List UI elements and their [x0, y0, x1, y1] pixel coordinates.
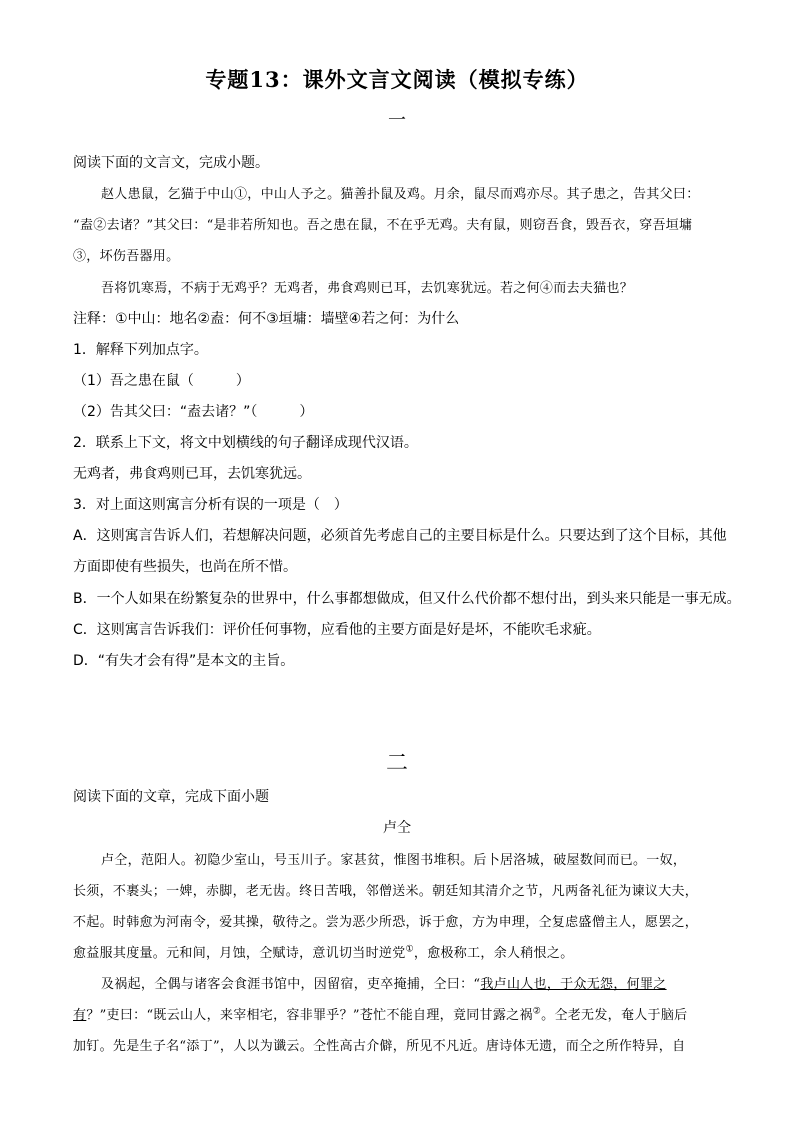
- article-p1-line-1: 卢仝，范阳人。初隐少室山，号玉川子。家甚贫，惟图书堆积。后卜居洛城，破屋数间而已。一奴，: [101, 853, 687, 868]
- article-p2-line-1: 及祸起，仝偶与诸客会食涯书馆中，因留宿，吏卒掩捕，仝曰：“我卢山人也，于众无怨，何罪之: [101, 977, 667, 992]
- option-b: B．一个人如果在纷繁复杂的世界中，什么事都想做成，但又什么代价都不想付出，到头来只能是一事无成。: [73, 591, 741, 607]
- question-3: 3．对上面这则寓言分析有误的一项是（ ）: [73, 497, 348, 513]
- question-2-sentence: 无鸡者，弗食鸡则已耳，去饥寒犹远。: [73, 466, 311, 482]
- footnote-marker-1: ①: [405, 944, 414, 955]
- passage-line-4: 吾将饥寒焉，不病于无鸡乎？无鸡者，弗食鸡则已耳，去饥寒犹远。若之何④而去夫猫也？: [101, 281, 634, 296]
- article-p1-line-4: 愈益服其度量。元和间，月蚀，仝赋诗，意讥切当时逆党①，愈极称工，余人稍恨之。: [73, 944, 574, 961]
- section-1-number: 一: [388, 110, 406, 131]
- notes: 注释：①中山：地名②盍：何不③垣墉：墙壁④若之何：为什么: [73, 311, 460, 327]
- option-a-line-2: 方面即使有些损失，也尚在所不惜。: [73, 559, 297, 575]
- article-p1-line-2: 长须，不裹头；一婢，赤脚，老无齿。终日苦哦，邻僧送米。朝廷知其清介之节，凡两备礼征为谏议大夫，: [73, 884, 699, 899]
- option-c: C．这则寓言告诉我们：评价任何事物，应看他的主要方面是好是坏，不能吹毛求疵。: [73, 622, 601, 638]
- page-title: 专题13：课外文言文阅读（模拟专练）: [205, 67, 589, 92]
- passage-line-1: 赵人患鼠，乞猫于中山①，中山人予之。猫善扑鼠及鸡。月余，鼠尽而鸡亦尽。其子患之，告其父曰：: [101, 187, 700, 202]
- option-a-line-1: A．这则寓言告诉人们，若想解决问题，必须首先考虑自己的主要目标是什么。只要达到了这个目标，其他: [73, 528, 727, 544]
- question-1b: （2）告其父曰：“盍去诸？”（ ）: [73, 404, 314, 420]
- article-heading: 卢仝: [383, 820, 411, 836]
- question-2: 2．联系上下文，将文中划横线的句子翻译成现代汉语。: [73, 435, 418, 451]
- question-1a: （1）吾之患在鼠（ ）: [73, 373, 250, 389]
- section-2-intro: 阅读下面的文章，完成下面小题: [73, 789, 269, 805]
- article-p2-line-2: 有？”吏曰：“既云山人，来宰相宅，容非罪乎？”苍忙不能自理，竟同甘露之祸②。仝老无发，奄人于脑后: [73, 1006, 688, 1023]
- underlined-sentence-end: 有: [73, 1008, 87, 1023]
- section-1-intro: 阅读下面的文言文，完成小题。: [73, 155, 269, 171]
- passage-line-2: “盍②去诸？”其父曰：“是非若所知也。吾之患在鼠，不在乎无鸡。夫有鼠，则窃吾食，毁吾衣，穿吾垣墉: [73, 218, 693, 233]
- article-p2-line-3: 加钉。先是生子名“添丁”，人以为谶云。仝性高古介僻，所见不凡近。唐诗体无遗，而仝之所作特异，自: [73, 1039, 686, 1054]
- question-1: 1．解释下列加点字。: [73, 342, 208, 358]
- option-d: D．“有失才会有得”是本文的主旨。: [73, 653, 295, 669]
- article-p1-line-3: 不起。时韩愈为河南令，爱其操，敬待之。尝为恶少所恐，诉于愈，方为申理，仝复虑盛僧主人，愿罢之，: [73, 915, 699, 930]
- footnote-marker-2: ②: [532, 1006, 542, 1017]
- section-2-number: 二: [385, 751, 408, 776]
- passage-line-3: ③，坏伤吾器用。: [73, 249, 180, 264]
- underlined-sentence: 我卢山人也，于众无怨，何罪之: [480, 977, 667, 992]
